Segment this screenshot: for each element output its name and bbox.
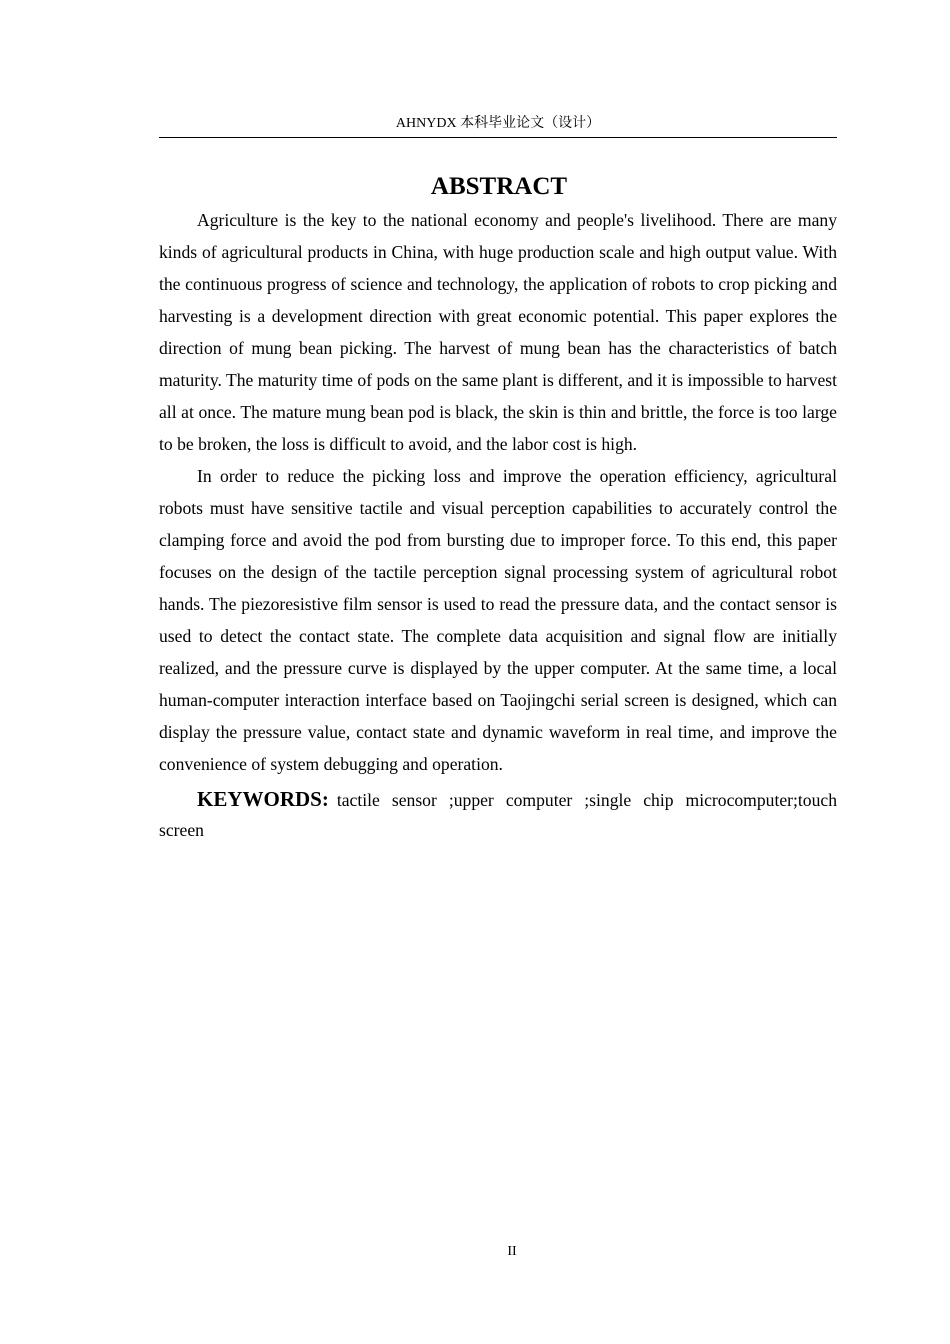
page-number: II — [507, 1244, 517, 1259]
keywords-text: tactile sensor ;upper computer ;single chip microcomputer;touch screen — [159, 790, 837, 840]
abstract-title: ABSTRACT — [430, 173, 568, 200]
abstract-paragraph-2: In order to reduce the picking loss and improve the operation efficiency, agricultural robots must have sensitive tactile and visual perception capabilities to accurately control the clamping force and avoid the pod from bursting due to improper force. To this end, this paper focuses on the design of the tactile perception signal processing system of agricultural robot hands. The piezoresistive film sensor is used to read the pressure data, and the contact sensor is used to detect the contact state. The complete data acquisition and signal flow are initially realized, and the pressure curve is displayed by the upper computer. At the same time, a local human-computer interaction interface based on Taojingchi serial screen is designed, which can display the pressure value, contact state and dynamic waveform in real time, and improve the convenience of system debugging and operation. — [159, 466, 837, 774]
abstract-paragraph-1: Agriculture is the key to the national economy and people's livelihood. There are many kinds of agricultural products in China, with huge production scale and high output value. With the continuous progress of science and technology, the application of robots to crop picking and harvesting is a development direction with great economic potential. This paper explores the direction of mung bean picking. The harvest of mung bean has the characteristics of batch maturity. The maturity time of pods on the same plant is different, and it is impossible to harvest all at once. The mature mung bean pod is black, the skin is thin and brittle, the force is too large to be broken, the loss is difficult to avoid, and the labor cost is high. — [159, 210, 837, 454]
abstract-section — [159, 170, 837, 845]
header-rule — [159, 137, 837, 138]
keywords-line — [159, 784, 837, 845]
running-header: AHNYDX 本科毕业论文（设计） — [395, 116, 601, 131]
keywords-label: KEYWORDS: — [197, 787, 329, 811]
